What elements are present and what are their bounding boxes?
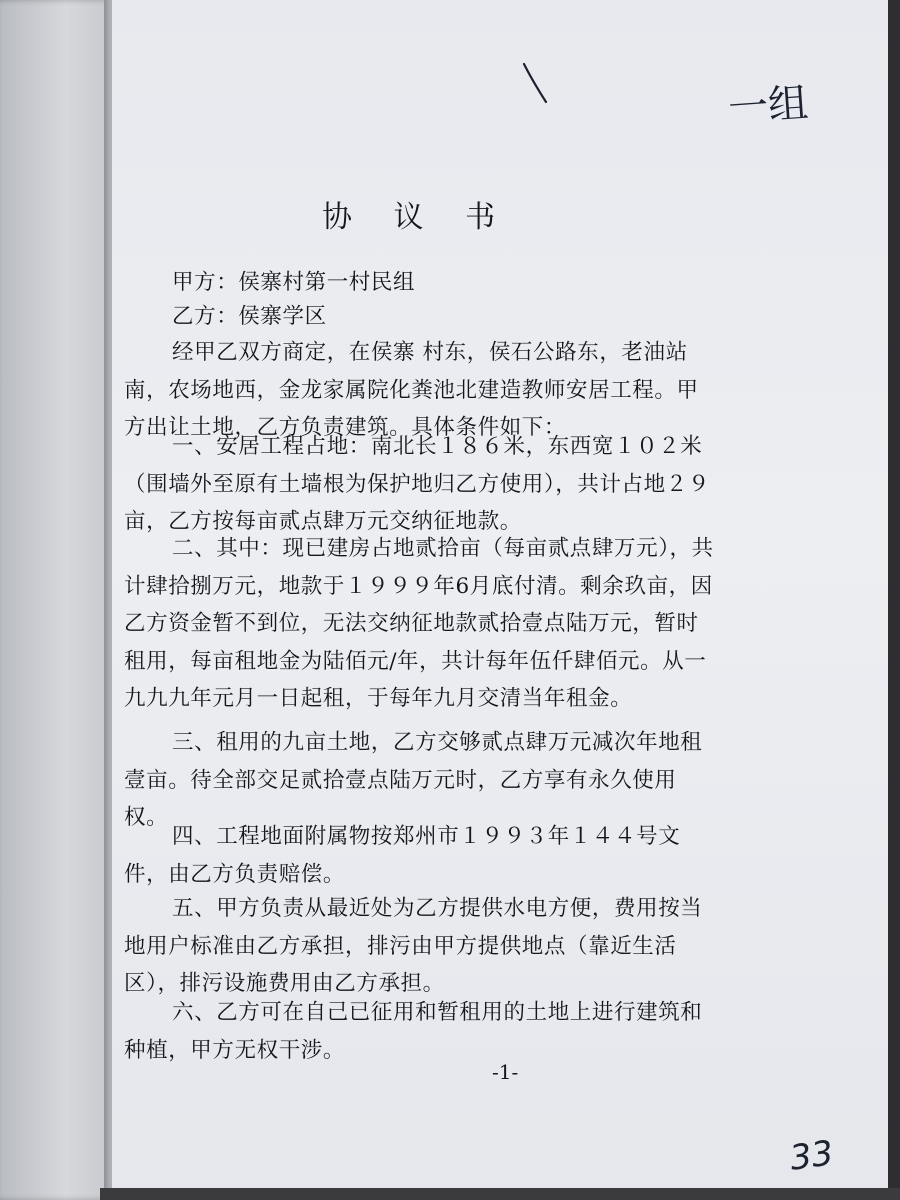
clause-1: 一、安居工程占地：南北长１８６米，东西宽１０２米（围墙外至原有土墙根为保护地归乙方使用），共计占地２９亩，乙方按每亩贰点肆万元交纳征地款。	[124, 434, 710, 535]
document-title: 协 议 书	[322, 200, 512, 235]
clause-6: 六、乙方可在自己已征用和暂租用的土地上进行建筑和种植，甲方无权干涉。	[124, 1000, 703, 1063]
clause-3: 三、租用的九亩土地，乙方交够贰点肆万元减次年地租壹亩。待全部交足贰拾壹点陆万元时，乙方享有永久使用权。	[124, 730, 703, 831]
handwritten-page-number: 33	[787, 1133, 836, 1179]
binding-spine	[0, 0, 120, 1200]
intro-paragraph: 经甲乙双方商定，在侯寨 村东，侯石公路东，老油站南，农场地西，金龙家属院化粪池北建造教师安居工程。甲方出让土地，乙方负责建筑。具体条件如下：	[124, 340, 699, 441]
handwritten-group-note: 一组	[726, 80, 810, 132]
party-a: 甲方：侯寨村第一村民组	[172, 270, 416, 295]
clause-5: 五、甲方负责从最近处为乙方提供水电方便，费用按当地用户标准由乙方承担，排污由甲方提供地点（靠近生活区），排污设施费用由乙方承担。	[124, 896, 703, 997]
party-b: 乙方：侯寨学区	[172, 304, 327, 329]
clause-4: 四、工程地面附属物按郑州市１９９３年１４４号文件，由乙方负责赔偿。	[124, 824, 681, 887]
page-footer-number: -1-	[492, 1060, 519, 1084]
agreement-document	[112, 0, 890, 1190]
clause-2: 二、其中：现已建房占地贰拾亩（每亩贰点肆万元），共计肆拾捌万元，地款于１９９９年6月底付清。剩余玖亩，因乙方资金暂不到位，无法交纳征地款贰拾壹点陆万元，暂时租用，每亩租地金为陆佰元/年，共计每年伍仟肆佰元。从一九九九年元月一日起租，于每年九月交清当年租金。	[124, 536, 714, 712]
